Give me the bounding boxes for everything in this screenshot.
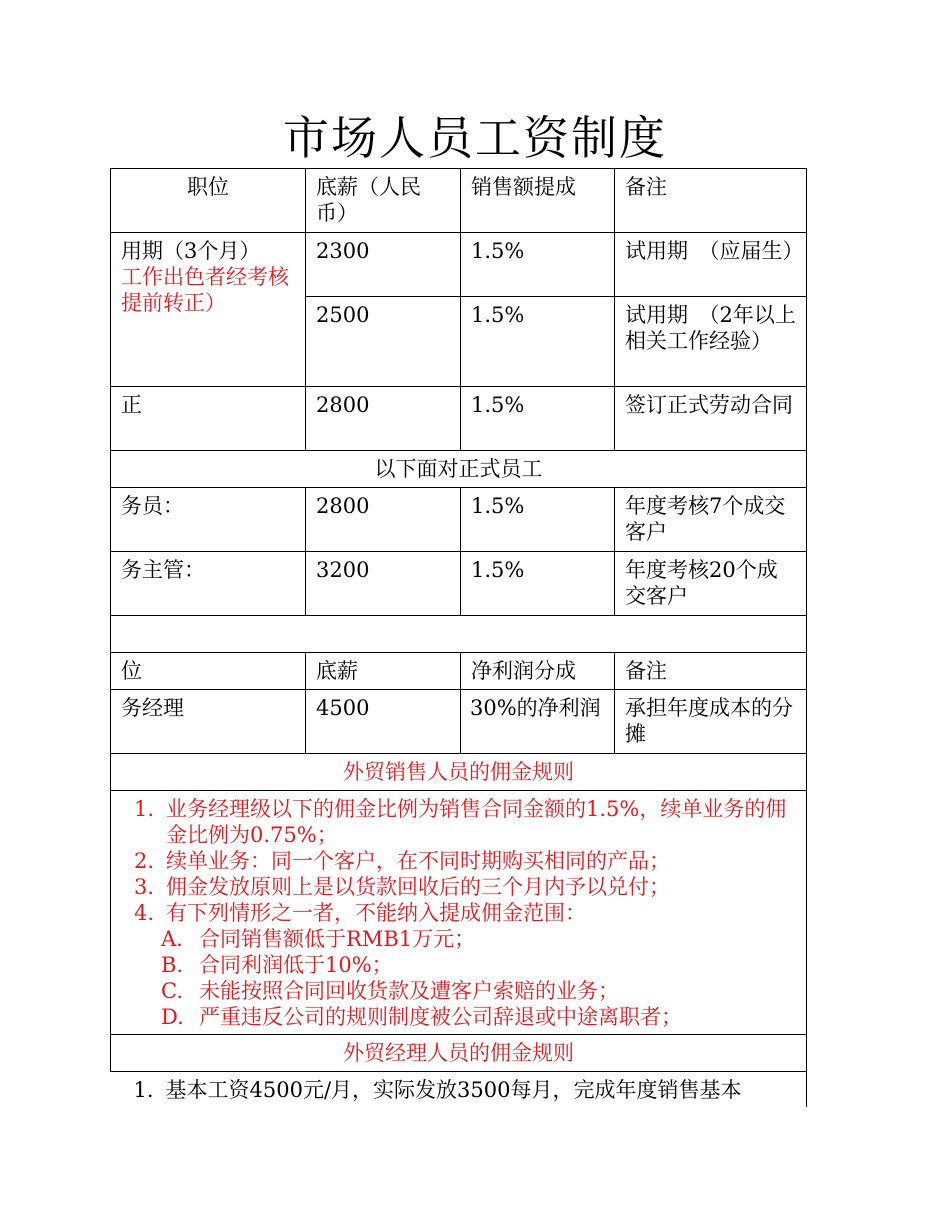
note-cell: 年度考核20个成交客户 — [615, 552, 807, 616]
commission-cell: 1.5% — [461, 488, 615, 552]
blank-row — [111, 616, 807, 653]
base-salary-cell: 2800 — [306, 387, 461, 451]
list-subitem: A. 合同销售额低于RMB1万元； — [161, 927, 476, 951]
table-row — [111, 552, 807, 616]
list-item: 4. 有下列情形之一者，不能纳入提成佣金范围： — [134, 901, 586, 925]
salary-table — [110, 168, 807, 1107]
blank-cell — [111, 616, 807, 653]
header-base-salary: 底薪（人民币） — [306, 169, 461, 233]
header-position: 位 — [111, 653, 306, 690]
manager-rules-list — [121, 1077, 801, 1103]
base-salary-cell: 2300 — [306, 233, 461, 297]
sales-rules-list — [121, 796, 800, 1030]
position-cell: 务员： — [111, 488, 306, 552]
base-salary-cell: 3200 — [306, 552, 461, 616]
base-salary-cell: 4500 — [306, 690, 461, 754]
table-row — [111, 233, 807, 297]
list-subitem: D. 严重违反公司的规则制度被公司辞退或中途离职者； — [161, 1005, 682, 1029]
base-salary-cell: 2800 — [306, 488, 461, 552]
note-cell: 签订正式劳动合同 — [615, 387, 807, 451]
list-subitem: B. 合同利润低于10%； — [161, 953, 393, 977]
probation-label: 用期（3个月） — [121, 239, 261, 263]
header-commission: 销售额提成 — [461, 169, 615, 233]
commission-cell: 1.5% — [461, 552, 615, 616]
list-item: 1. 基本工资4500元/月，实际发放3500每月，完成年度销售基本 — [133, 1078, 742, 1102]
section-row — [111, 754, 807, 791]
note-cell: 年度考核7个成交客户 — [615, 488, 807, 552]
position-cell: 正 — [111, 387, 306, 451]
header-note: 备注 — [615, 653, 807, 690]
note-cell: 承担年度成本的分摊 — [615, 690, 807, 754]
list-item: 2. 续单业务：同一个客户，在不同时期购买相同的产品； — [134, 849, 670, 873]
position-cell: 务主管： — [111, 552, 306, 616]
table-header-row — [111, 169, 807, 233]
probation-position-cell — [111, 233, 306, 387]
header-profit-share: 净利润分成 — [461, 653, 615, 690]
note-cell: 试用期 （应届生） — [615, 233, 807, 297]
commission-cell: 1.5% — [461, 297, 615, 387]
page-title: 市场人员工资制度 — [283, 111, 667, 165]
table-header-row — [111, 653, 807, 690]
manager-rules-heading: 外贸经理人员的佣金规则 — [111, 1035, 807, 1072]
section-heading: 以下面对正式员工 — [111, 451, 807, 488]
list-item: 3. 佣金发放原则上是以货款回收后的三个月内予以兑付； — [134, 875, 670, 899]
header-note: 备注 — [615, 169, 807, 233]
profit-share-cell: 30%的净利润 — [461, 690, 615, 754]
list-subitem: C. 未能按照合同回收货款及遭客户索赔的业务； — [161, 979, 619, 1003]
commission-cell: 1.5% — [461, 387, 615, 451]
list-item: 1. 业务经理级以下的佣金比例为销售合同金额的1.5%，续单业务的佣金比例为0.75%； — [134, 797, 787, 847]
commission-cell: 1.5% — [461, 233, 615, 297]
position-cell: 务经理 — [111, 690, 306, 754]
header-base-salary: 底薪 — [306, 653, 461, 690]
section-row — [111, 1035, 807, 1072]
table-row — [111, 387, 807, 451]
rules-row — [111, 1072, 807, 1108]
note-cell: 试用期 （2年以上相关工作经验） — [615, 297, 807, 387]
header-position: 职位 — [111, 169, 306, 233]
table-row — [111, 690, 807, 754]
rules-row — [111, 791, 807, 1035]
sales-rules-cell — [111, 791, 807, 1035]
table-row — [111, 488, 807, 552]
manager-rules-cell — [111, 1072, 807, 1108]
sales-rules-heading: 外贸销售人员的佣金规则 — [111, 754, 807, 791]
base-salary-cell: 2500 — [306, 297, 461, 387]
section-row — [111, 451, 807, 488]
probation-label-red: 工作出色者经考核提前转正） — [121, 265, 289, 315]
